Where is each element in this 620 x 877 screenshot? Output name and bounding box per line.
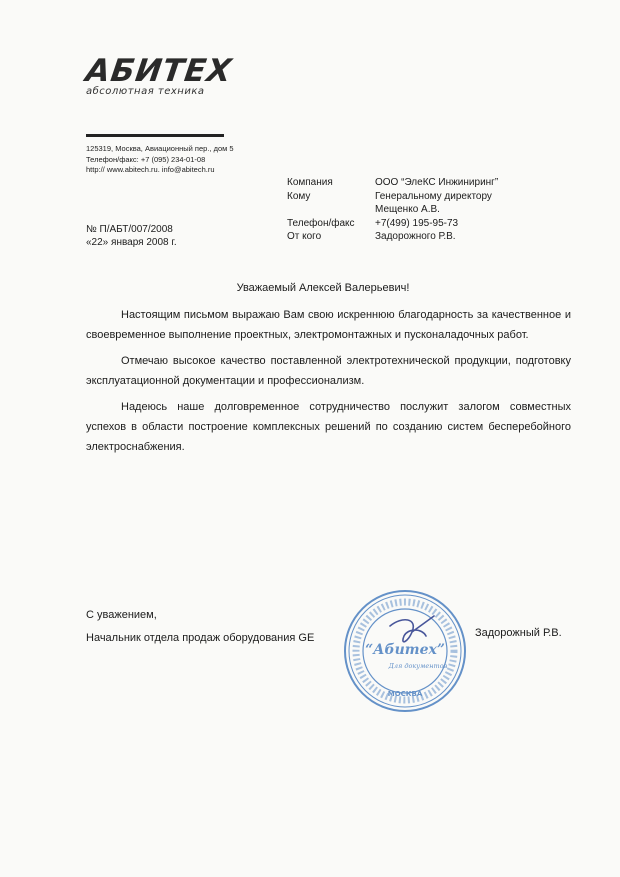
signer-name: Задорожный Р.В. [475,627,562,639]
company-phone: Телефон/факс: +7 (095) 234-01-08 [86,154,206,164]
body-paragraph: Отмечаю высокое качество поставленной электротехнической продукции, подготовку эксплуатационной документации и профессионализм. [86,355,571,387]
addressee-value: Мещенко А.В. [375,204,440,216]
addressee-value: Задорожного Р.В. [375,231,456,243]
addressee-value: Генеральному директору [375,190,492,202]
stamp-bottom-text: МОСКВА [387,690,423,698]
addressee-row [287,203,498,217]
logo-wordmark: АБИТЕХ [83,53,235,89]
addressee-label: Компания [287,177,333,188]
logo-tagline: абсолютная техника [86,86,205,97]
addressee-row [287,190,498,204]
addressee-block [287,176,498,244]
document-number: № П/АБТ/007/2008 [86,224,173,235]
addressee-row [287,230,498,244]
company-logo [83,53,235,100]
body-paragraph: Надеюсь наше долговременное сотрудничество послужит залогом совместных успехов в области построение комплексных решений по созданию систем бесперебойного электроснабжения. [86,401,571,453]
addressee-value: ООО “ЭлеКС Инжиниринг” [375,177,499,188]
addressee-row [287,217,498,231]
document-date: «22» января 2008 г. [86,237,177,248]
addressee-label: Кому [287,190,311,202]
addressee-value: +7(499) 195-95-73 [375,217,459,229]
company-contacts [86,144,234,176]
addressee-label: От кого [287,231,322,243]
document-reference [86,223,177,249]
body-paragraph: Настоящим письмом выражаю Вам свою искреннюю благодарность за качественное и своевременное выполнение проектных, электромонтажных и пусконаладочных работ. [86,309,571,341]
company-web: http:// www.abitech.ru. info@abitech.ru [86,165,215,174]
greeting-text: Уважаемый Алексей Валерьевич! [236,282,410,294]
addressee-row [287,176,498,190]
stamp-center-text: “Абитех” [365,642,445,658]
greeting-line [0,282,620,294]
addressee-label: Телефон/факс [287,217,355,229]
signature-mark [390,616,434,642]
addressee-label [287,203,375,217]
stamp-sub-text: Для документов [388,662,448,670]
signer-position: Начальник отдела продаж оборудования GE [86,632,315,644]
company-address: 125319, Москва, Авиационный пер., дом 5 [86,144,234,153]
closing-regards: С уважением, [86,609,157,621]
closing-block [86,604,314,650]
letterhead-divider [86,134,224,137]
company-seal-stamp [342,588,468,714]
letter-body [86,305,571,463]
